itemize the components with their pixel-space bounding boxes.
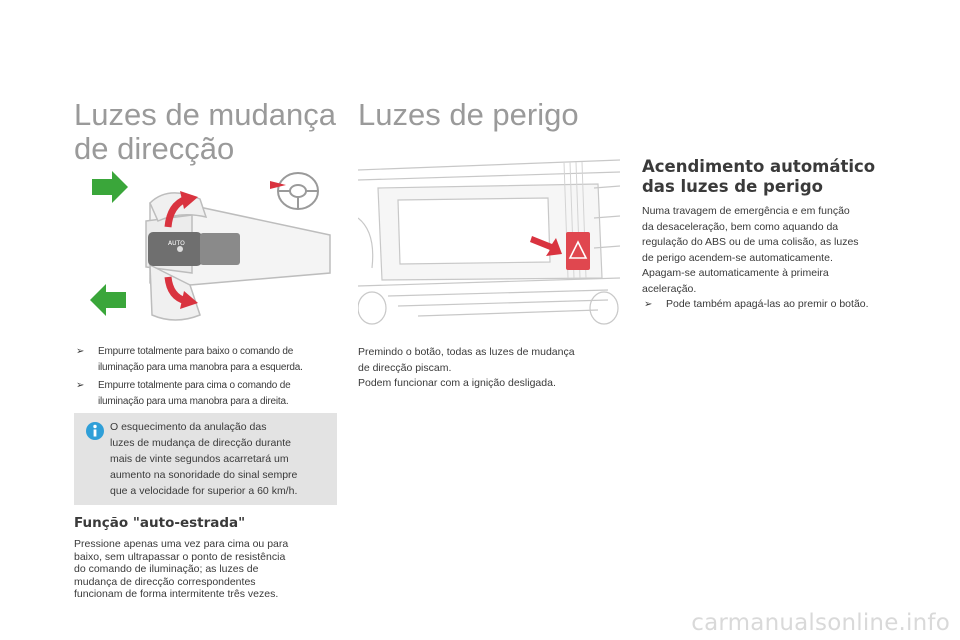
- footer-watermark: carmanualsonline.info: [691, 610, 950, 636]
- right-text: [642, 204, 932, 313]
- arrow-right-icon: [92, 171, 128, 203]
- right-line-5: Apagam-se automaticamente à primeira: [642, 267, 829, 279]
- hazard-button[interactable]: [566, 232, 590, 270]
- right-line-1: Numa travagem de emergência e em função: [642, 205, 850, 217]
- right-title-line1: Acendimento automático: [642, 157, 876, 176]
- info-box: [74, 413, 337, 505]
- left-bullet-1-line2: iluminação para uma manobra para a esquerda.: [98, 362, 303, 373]
- info-line-5: que a velocidade for superior a 60 km/h.: [110, 485, 298, 497]
- info-line-4: aumento na sonoridade do sinal sempre: [110, 469, 298, 481]
- middle-title-text: Luzes de perigo: [358, 97, 579, 132]
- right-line-3: regulação do ABS ou de uma colisão, as luzes: [642, 236, 859, 248]
- right-title: [642, 157, 875, 197]
- autoestrada-line-5: funcionam de forma intermitente três vezes.: [74, 588, 279, 600]
- left-bullet-2: [74, 378, 344, 410]
- autoestrada-section: [74, 515, 344, 601]
- autoestrada-title: Função "auto-estrada": [74, 515, 246, 531]
- autoestrada-line-3: do comando de iluminação; as luzes de: [74, 563, 259, 575]
- left-bullet-1-line1: Empurre totalmente para baixo o comando de: [98, 346, 294, 357]
- right-title-line2: das luzes de perigo: [642, 177, 823, 196]
- left-bullets: [74, 344, 344, 410]
- middle-line-3: Podem funcionar com a ignição desligada.: [358, 377, 556, 389]
- right-line-2: da desaceleração, bem como aquando da: [642, 220, 839, 233]
- right-bullet-text: Pode também apagá-las ao premir o botão.: [666, 298, 869, 310]
- left-bullet-2-line1: Empurre totalmente para cima o comando de: [98, 380, 291, 391]
- info-text: [110, 419, 335, 499]
- info-line-1: O esquecimento da anulação das: [110, 421, 267, 433]
- info-line-3: mais de vinte segundos acarretará um: [110, 453, 289, 465]
- right-bullet: [642, 297, 932, 313]
- stalk-figure: [80, 165, 336, 330]
- left-bullet-1: [74, 344, 344, 376]
- dashboard-figure: [358, 158, 620, 332]
- stalk-auto-label: AUTO: [168, 240, 185, 247]
- middle-title: [358, 98, 579, 132]
- left-bullet-2-line2: iluminação para uma manobra para a direita.: [98, 396, 289, 407]
- left-title-line1: Luzes de mudança: [74, 97, 336, 132]
- info-icon: [86, 422, 104, 440]
- bullet-icon: ➢: [76, 380, 85, 391]
- left-title-line2: de direcção: [74, 131, 235, 166]
- bullet-icon: ➢: [644, 299, 653, 310]
- middle-line-2: de direcção piscam.: [358, 361, 452, 374]
- autoestrada-line-2: baixo, sem ultrapassar o ponto de resistência: [74, 550, 286, 563]
- arrow-left-icon: [90, 284, 126, 316]
- middle-line-1: Premindo o botão, todas as luzes de mudança: [358, 346, 575, 358]
- autoestrada-line-1: Pressione apenas uma vez para cima ou para: [74, 538, 289, 550]
- right-line-6: aceleração.: [642, 282, 697, 295]
- autoestrada-line-4: mudança de direcção correspondentes: [74, 575, 256, 588]
- steering-wheel-icon: [278, 173, 318, 209]
- info-line-2: luzes de mudança de direcção durante: [110, 437, 291, 449]
- right-line-4: de perigo acendem-se automaticamente.: [642, 251, 833, 264]
- bullet-icon: ➢: [76, 346, 85, 357]
- left-title: [74, 98, 336, 166]
- middle-text: [358, 345, 628, 392]
